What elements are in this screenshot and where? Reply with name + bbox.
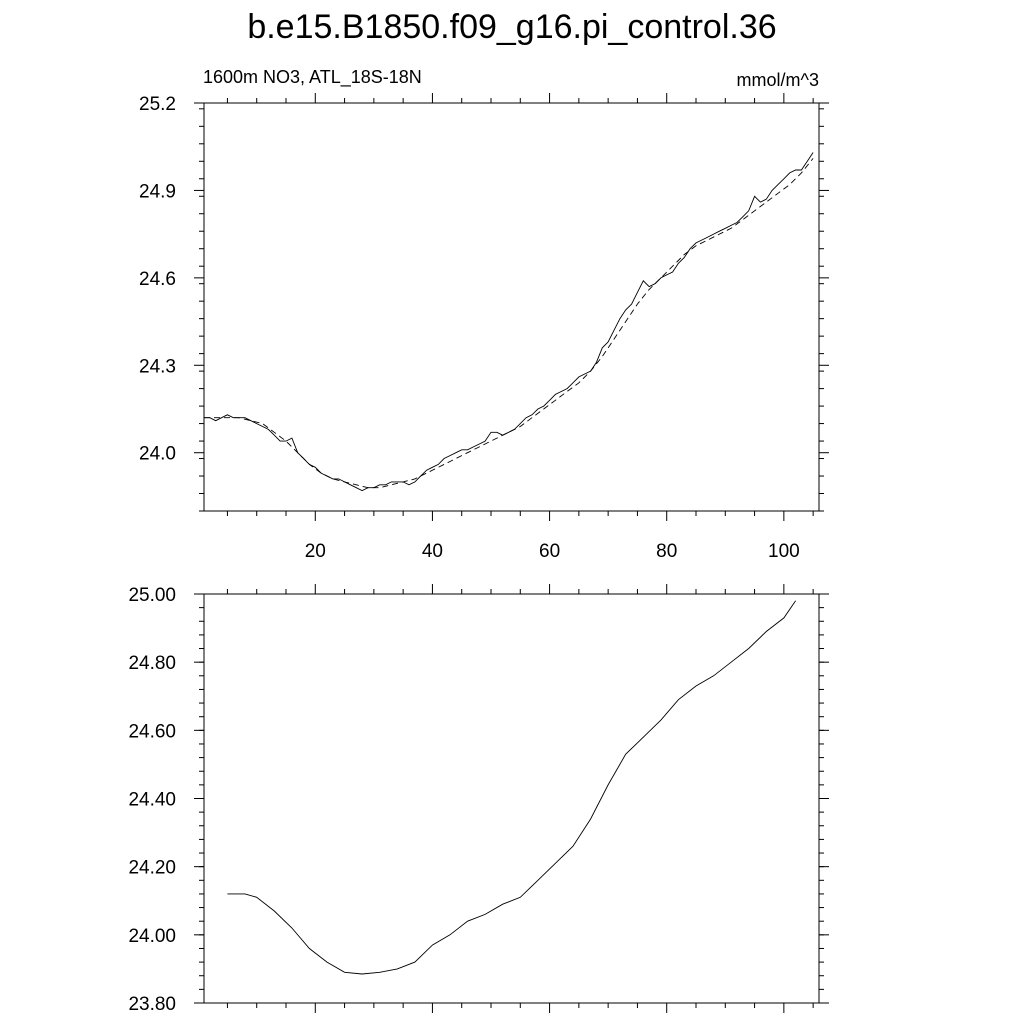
variable-label: 1600m NO3, ATL_18S-18N (203, 67, 422, 87)
bottom-y-tick-label: 24.00 (128, 925, 176, 947)
bottom-y-tick-label: 24.60 (128, 721, 176, 743)
bottom-axes (128, 584, 829, 1015)
top-y-tick-label: 24.9 (139, 181, 176, 203)
top-x-tick-label: 20 (304, 541, 326, 562)
bottom-y-tick-label: 25.00 (128, 585, 176, 606)
top-y-tick-label: 24.0 (139, 443, 176, 465)
top-x-tick-label: 60 (539, 541, 561, 562)
bottom-panel (128, 584, 829, 1015)
top-y-tick-label: 24.6 (139, 268, 176, 290)
top-panel (139, 67, 829, 562)
top-plot-area (204, 153, 813, 491)
top-x-tick-label: 80 (656, 541, 678, 562)
top-series-line-1 (204, 153, 813, 491)
bottom-y-tick-label: 24.40 (128, 789, 176, 811)
bottom-y-tick-label: 23.80 (128, 994, 176, 1015)
top-y-tick-label: 25.2 (139, 94, 176, 115)
bottom-y-tick-label: 24.20 (128, 857, 176, 879)
top-series-line-2 (204, 158, 813, 487)
top-x-tick-label: 40 (421, 541, 443, 562)
top-x-tick-label: 100 (768, 541, 800, 562)
bottom-plot-area (227, 601, 795, 974)
bottom-y-tick-label: 24.80 (128, 653, 176, 675)
top-axes (139, 93, 829, 562)
bottom-series-line-1 (227, 601, 795, 974)
top-y-tick-label: 24.3 (139, 356, 176, 378)
units-label: mmol/m^3 (736, 70, 819, 90)
chart-title: b.e15.B1850.f09_g16.pi_control.36 (247, 8, 777, 46)
bottom-plot-frame (204, 594, 819, 1003)
